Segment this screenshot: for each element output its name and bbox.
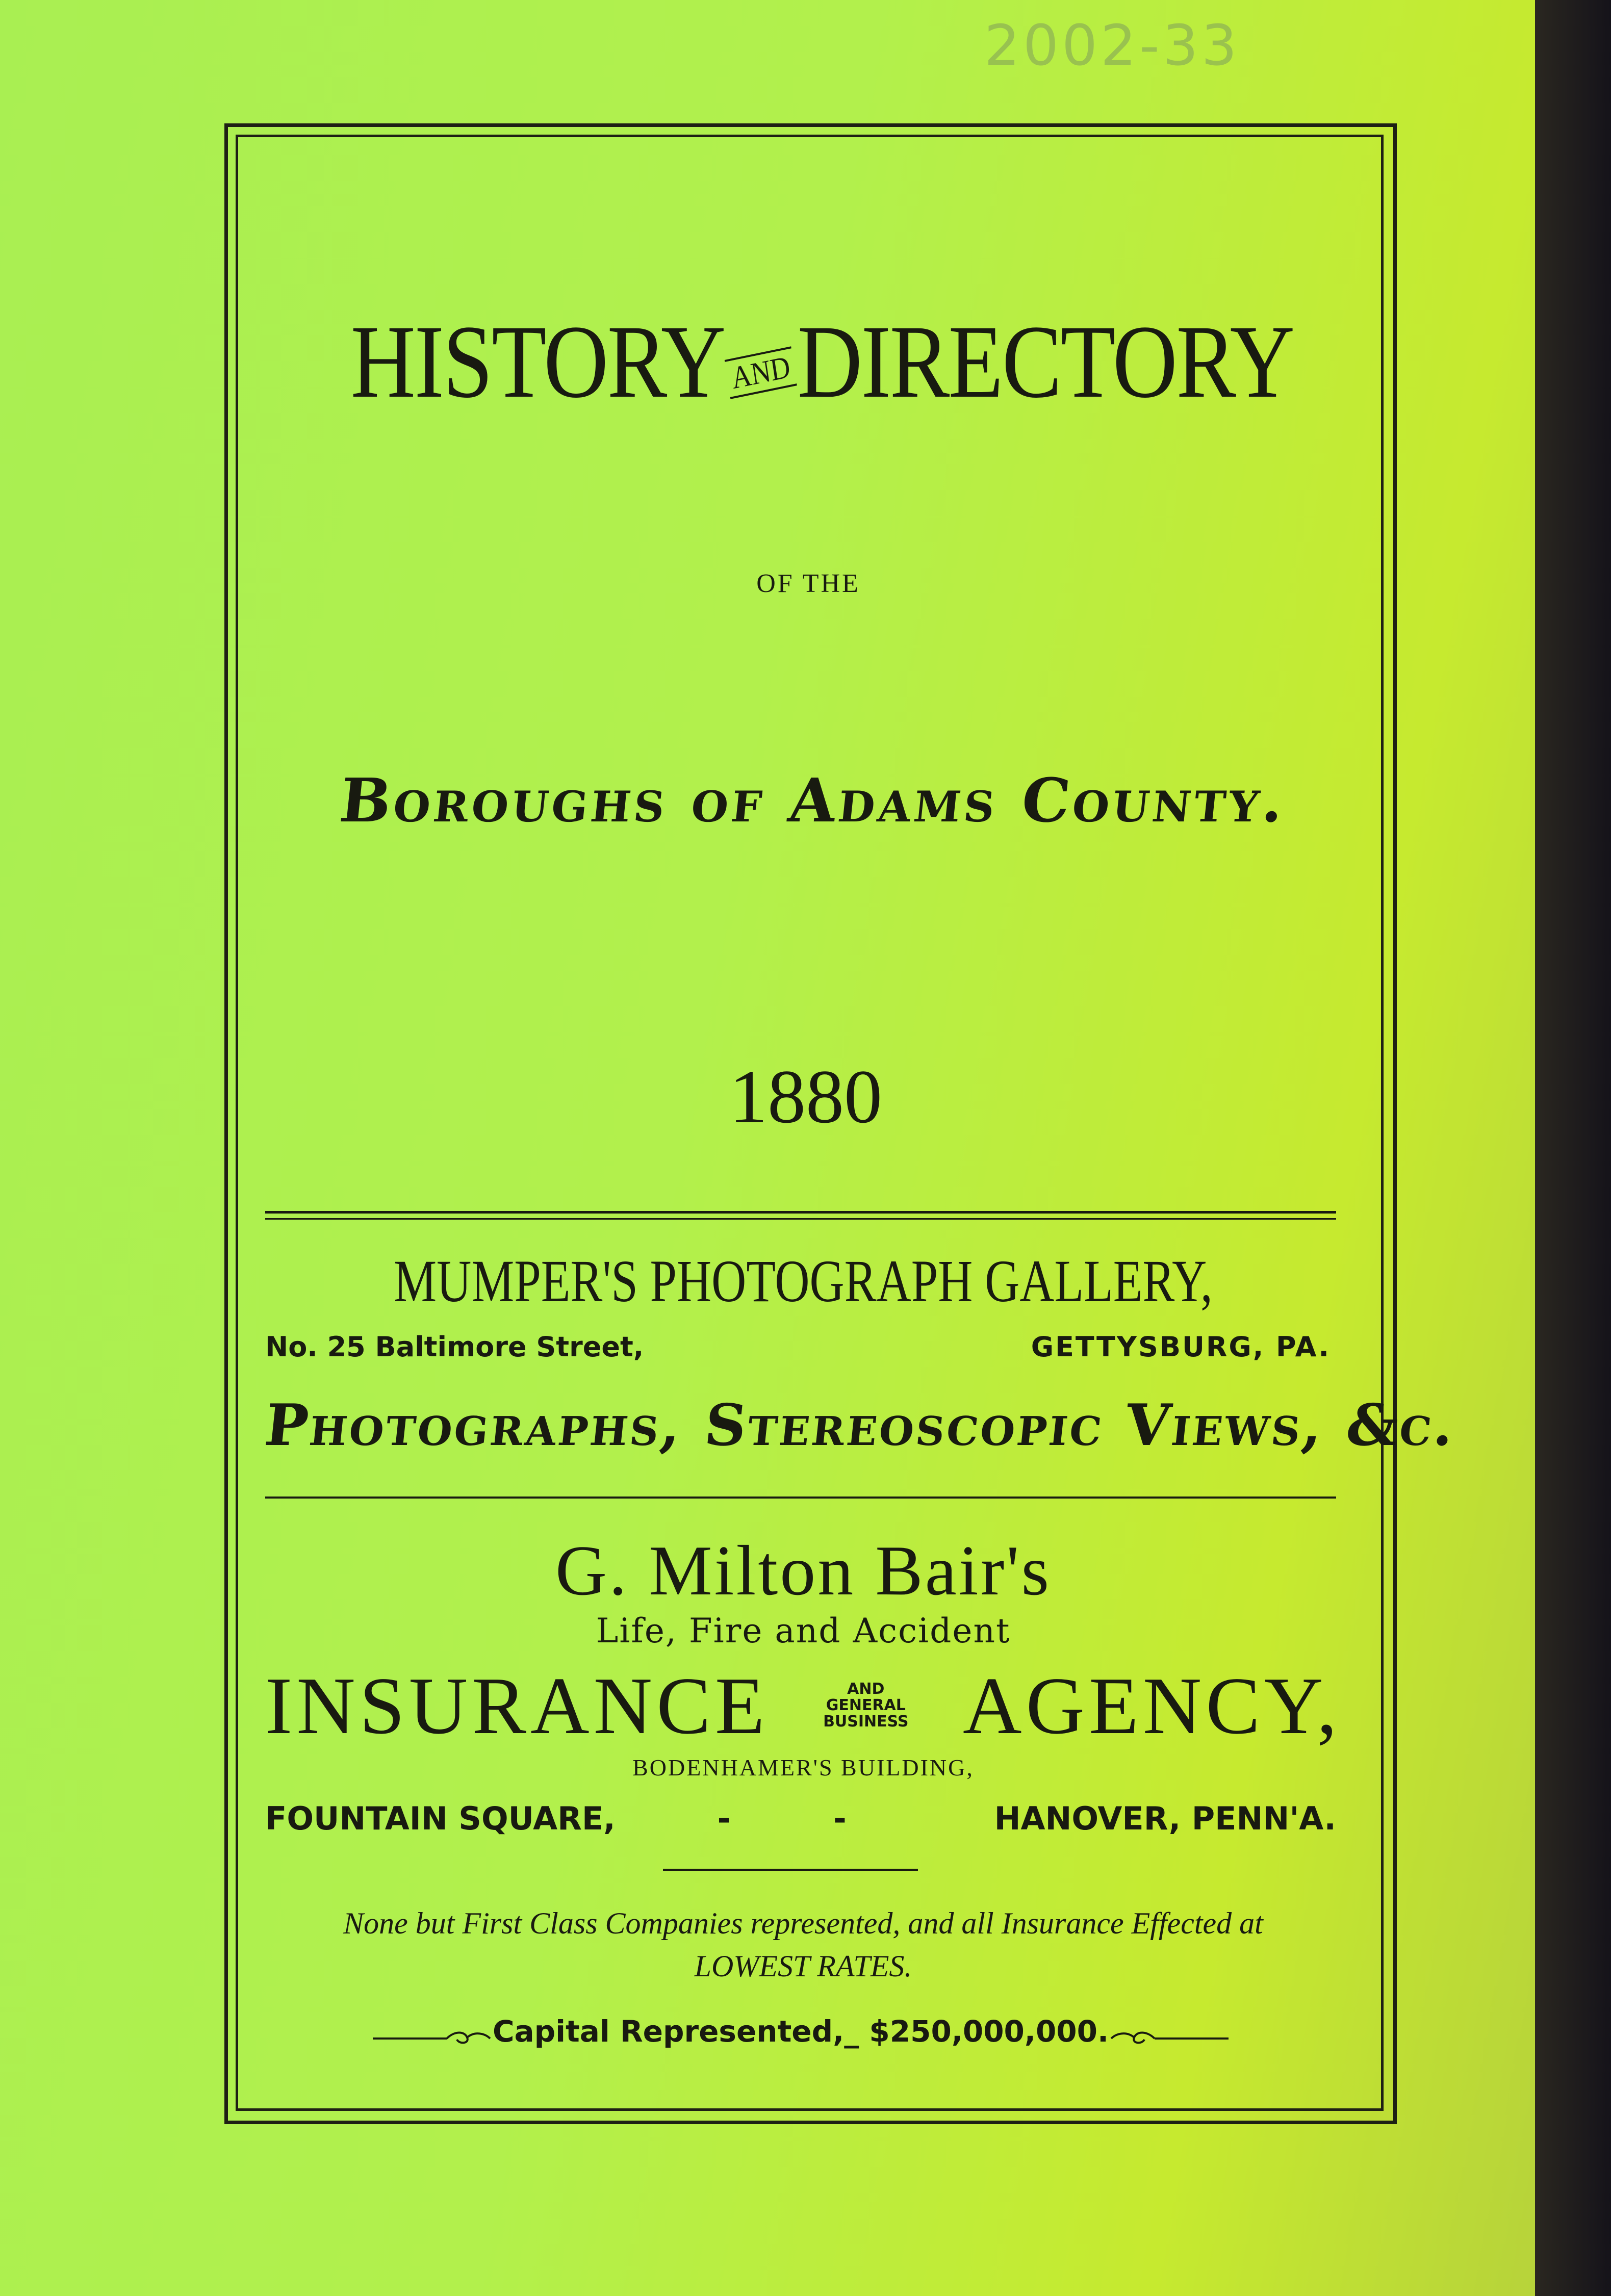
ad-mumper-address: No. 25 Baltimore Street,	[265, 1331, 644, 1363]
ad-mumper-city: GETTYSBURG, PA.	[1031, 1331, 1331, 1363]
subtitle-boroughs: Boroughs of Adams County.	[336, 765, 1291, 836]
and-general-business-stack	[823, 1681, 908, 1730]
ad-bair-address-row	[265, 1800, 1336, 1837]
divider-rule	[265, 1497, 1336, 1499]
agency-word: AGENCY,	[962, 1660, 1341, 1751]
of-the-line: OF THE	[756, 569, 860, 598]
ad-bair-note	[265, 1902, 1341, 1988]
dark-background-edge	[1535, 0, 1611, 2296]
pencil-accession-mark: 2002-33	[984, 13, 1240, 78]
year: 1880	[729, 1054, 882, 1139]
ad-bair-insurance-agency	[265, 1660, 1341, 1751]
ad-bair-building: BODENHAMER'S BUILDING,	[632, 1755, 974, 1781]
title-history: HISTORY	[350, 304, 725, 420]
stack-business: BUSINESS	[823, 1713, 909, 1731]
hanover-city: HANOVER, PENN'A.	[994, 1800, 1336, 1837]
title-directory: DIRECTORY	[797, 304, 1294, 420]
stack-general: GENERAL	[826, 1696, 906, 1714]
separator-dashes: - -	[717, 1800, 892, 1837]
ad-bair-lines: Life, Fire and Accident	[596, 1611, 1011, 1650]
right-flourish-icon	[1109, 2021, 1231, 2042]
divider-double-rule	[265, 1211, 1336, 1220]
fountain-square: FOUNTAIN SQUARE,	[265, 1800, 616, 1837]
ad-mumper-services: Photographs, Stereoscopic Views, &c.	[262, 1392, 1460, 1459]
note-line-2: LOWEST RATES.	[694, 1949, 912, 1983]
stack-and: AND	[847, 1680, 885, 1698]
ad-bair-name: G. Milton Bair's	[555, 1531, 1052, 1610]
capital-text: Capital Represented,_ $250,000,000.	[492, 2014, 1109, 2049]
insurance-word: INSURANCE	[265, 1660, 769, 1751]
left-flourish-icon	[370, 2021, 493, 2042]
title-and: AND	[725, 346, 797, 399]
short-divider-rule	[663, 1869, 918, 1871]
capital-represented-row	[326, 2014, 1275, 2049]
note-line-1: None but First Class Companies represented, and all Insurance Effected at	[343, 1906, 1263, 1940]
cover-title	[350, 301, 1294, 423]
ad-mumper-name: MUMPER'S PHOTOGRAPH GALLERY,	[394, 1248, 1213, 1314]
